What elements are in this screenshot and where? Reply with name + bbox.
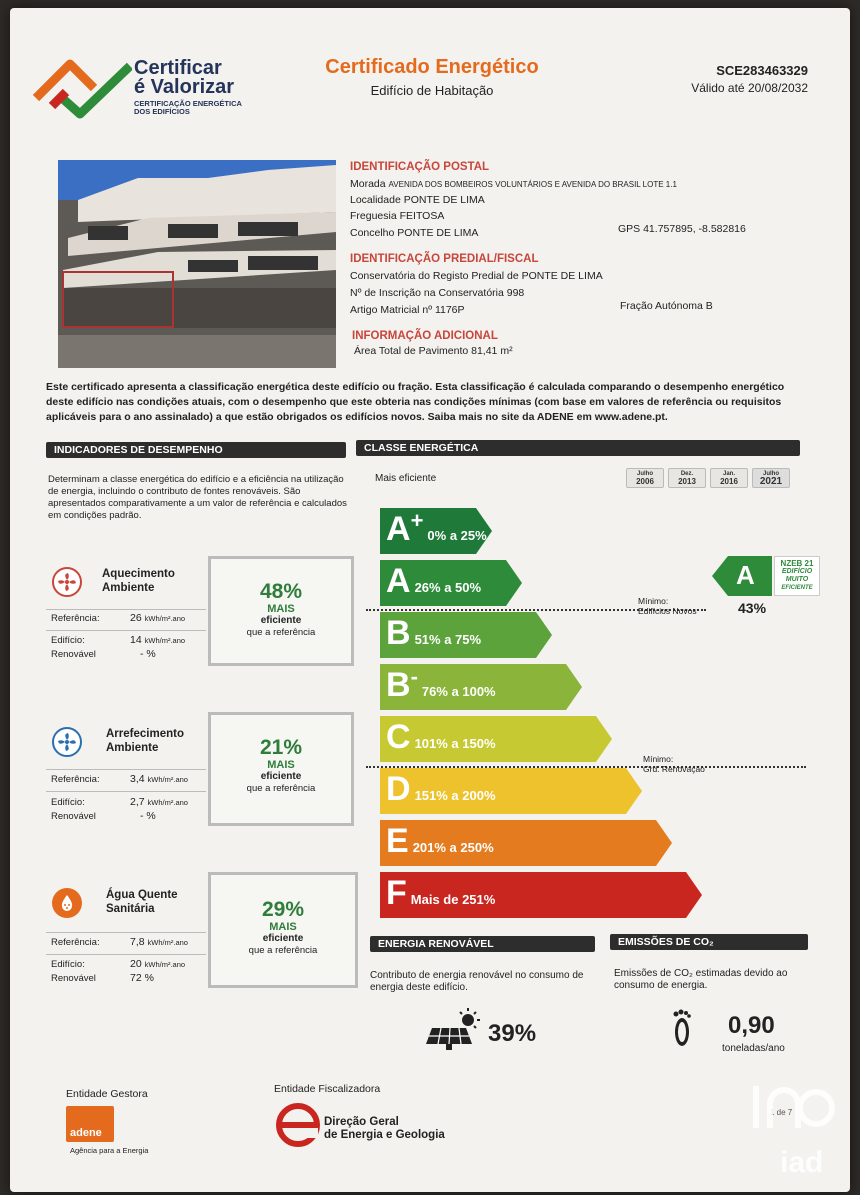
- year-tab: [668, 468, 706, 488]
- minimo1-b: Edifícios Novos: [638, 606, 697, 616]
- cooling-mais: MAIS: [267, 759, 295, 771]
- fan-icon: [52, 727, 82, 757]
- heating-ref-label: Referência:: [51, 613, 100, 624]
- page-subtitle: Edifício de Habitação: [370, 83, 494, 98]
- divider: [46, 769, 206, 770]
- heating-name: [102, 567, 175, 595]
- page-title: Certificado Energético: [325, 56, 539, 78]
- year-month: Jan.: [722, 471, 735, 477]
- class-letter: D: [386, 770, 411, 808]
- class-arrow-4: [380, 664, 582, 710]
- hot-water-ref-unit: kWh/m².ano: [147, 938, 188, 947]
- class-label: [386, 508, 487, 548]
- minimo2-a: Mínimo:: [643, 754, 674, 764]
- hot-water-ref-value: 7,8: [130, 936, 145, 948]
- heating-ed-label: Edifício:: [51, 635, 85, 646]
- class-sup: -: [410, 664, 418, 689]
- hot-water-mais: MAIS: [269, 921, 297, 933]
- cooling-ed: [130, 796, 188, 808]
- artigo: Artigo Matricial nº 1176P: [350, 304, 465, 316]
- hot-water-ref-label: Referência:: [51, 937, 100, 948]
- divider: [46, 791, 206, 792]
- cooling-ren-value: - %: [140, 810, 156, 822]
- heating-ref: [130, 612, 185, 624]
- logo-line1: Certificar: [134, 57, 222, 79]
- renovavel-text: Contributo de energia renovável no consumo de energia deste edifício.: [370, 970, 584, 993]
- fiscal-label: Entidade Fiscalizadora: [274, 1083, 381, 1095]
- hot-water-pct: 29%: [261, 898, 305, 921]
- dgeg-logo-icon: [276, 1103, 320, 1152]
- class-range: Mais de 251%: [410, 892, 496, 907]
- year-value: 2006: [636, 477, 654, 486]
- year-tab: [626, 468, 664, 488]
- freguesia: Freguesia FEITOSA: [350, 210, 445, 222]
- cooling-ed-value: 2,7: [130, 796, 145, 808]
- indicators-description: Determinam a classe energética do edifício e a eficiência na utilização de energia, incluindo o contributo de fontes renováveis. São apresentados comparativamente a um valor de referência e calculados em condições padrão.: [48, 474, 347, 521]
- class-label: [386, 772, 496, 806]
- heating-ed-unit: kWh/m².ano: [144, 636, 186, 645]
- morada-row: [350, 178, 677, 190]
- cooling-ren-label: Renovável: [51, 811, 96, 822]
- water-drop-icon: [52, 888, 82, 918]
- class-arrow-1: [380, 508, 492, 554]
- adene-sub: Agência para a Energia: [70, 1146, 149, 1155]
- class-arrow-2: [380, 560, 522, 606]
- class-letter: F: [386, 874, 407, 912]
- cooling-name: [106, 727, 184, 755]
- indicators-heading: INDICADORES DE DESEMPENHO: [46, 442, 346, 458]
- year-tab: [710, 468, 748, 488]
- renovavel-value: 39%: [488, 1020, 537, 1047]
- heating-ref-value: 26: [130, 612, 142, 624]
- certificate-page: [10, 8, 850, 1192]
- gps: GPS 41.757895, -8.582816: [618, 223, 746, 235]
- class-letter: E: [386, 822, 409, 860]
- year-value: 2016: [720, 477, 738, 486]
- class-arrow-6: [380, 768, 642, 814]
- classe-heading: CLASSE ENERGÉTICA: [356, 440, 800, 456]
- minimo-renovacao-line: [366, 766, 806, 768]
- certificate-number: SCE283463329: [716, 63, 808, 78]
- class-letter: B: [386, 666, 411, 704]
- cooling-name2: Ambiente: [106, 742, 159, 754]
- adene-logo-text: adene: [70, 1127, 102, 1139]
- class-label: [386, 720, 496, 754]
- conservatoria: Conservatória do Registo Predial de PONTE DE LIMA: [350, 270, 603, 282]
- minimo1-a: Mínimo:: [638, 596, 669, 606]
- logo-sub2: DOS EDIFÍCIOS: [134, 107, 190, 116]
- class-letter: B: [386, 614, 411, 652]
- inscricao: Nº de Inscrição na Conservatória 998: [350, 287, 525, 299]
- building-photo: [58, 160, 336, 368]
- rating-marker: [712, 556, 772, 596]
- nzeb-badge: [774, 556, 820, 596]
- intro-paragraph: Este certificado apresenta a classificação energética deste edifício ou fração. Esta classificação é calculada comparando o desempenho energético deste edifício nas condições atuais, com o desempenho que este obteria nas condições mínimas (com base em valores de referência ou requisitos aplicáveis para o ano assinalado) a que estão obrigados os edifícios novos. Saiba mais no site da ADENE em www.adene.pt.: [46, 381, 785, 423]
- logo-sub1: CERTIFICAÇÃO ENERGÉTICA: [134, 99, 242, 108]
- nzeb-line3: MUITO: [785, 576, 809, 583]
- divider: [46, 932, 206, 933]
- mais-eficiente-label: Mais eficiente: [375, 473, 437, 484]
- rating-letter: A: [736, 560, 755, 590]
- rating-pct: 43%: [738, 600, 767, 616]
- hot-water-result-box: [208, 872, 358, 988]
- emissoes-value: 0,90: [728, 1012, 775, 1039]
- heating-ren-label: Renovável: [51, 649, 96, 660]
- year-month: Julho: [637, 471, 653, 477]
- predial-heading: IDENTIFICAÇÃO PREDIAL/FISCAL: [350, 253, 539, 265]
- hot-water-name: [106, 888, 178, 916]
- cooling-ref-label: Referência:: [51, 774, 100, 785]
- class-arrow-7: [380, 820, 672, 866]
- emissoes-text: Emissões de CO₂ estimadas devido ao consumo de energia.: [614, 968, 788, 991]
- adene-logo-icon: [66, 1106, 114, 1142]
- hot-water-name2: Sanitária: [106, 903, 155, 915]
- fracao: Fração Autónoma B: [620, 300, 713, 312]
- class-range: 151% a 200%: [414, 788, 496, 803]
- adicional-heading: INFORMAÇÃO ADICIONAL: [352, 330, 498, 342]
- dgeg-line2: de Energia e Geologia: [324, 1129, 445, 1141]
- heating-name1: Aquecimento: [102, 568, 175, 580]
- year-month: Julho: [763, 471, 779, 477]
- concelho: Concelho PONTE DE LIMA: [350, 227, 479, 239]
- class-arrow-8: [380, 872, 702, 918]
- heating-ref-unit: kWh/m².ano: [144, 614, 186, 623]
- emissoes-heading: EMISSÕES DE CO₂: [610, 934, 808, 950]
- class-letter: A: [386, 510, 411, 548]
- class-arrow-3: [380, 612, 552, 658]
- divider: [46, 954, 206, 955]
- nzeb-line4: EFICIENTE: [781, 585, 813, 591]
- hot-water-ed: [130, 958, 185, 970]
- hot-water-ed-value: 20: [130, 958, 142, 970]
- cooling-ref: [130, 773, 188, 785]
- solar-panel-icon: [426, 1008, 486, 1057]
- heating-result-box: [208, 556, 354, 666]
- minimo-renovacao-label: [643, 754, 705, 774]
- class-range: 51% a 75%: [414, 632, 482, 647]
- hot-water-queref: que a referência: [248, 945, 318, 956]
- cooling-eficiente: eficiente: [260, 771, 302, 782]
- divider: [46, 609, 206, 610]
- hot-water-ed-unit: kWh/m².ano: [144, 960, 186, 969]
- class-range: 101% a 150%: [414, 736, 496, 751]
- heating-name2: Ambiente: [102, 582, 155, 594]
- class-label: [386, 664, 496, 704]
- heating-ed-value: 14: [130, 634, 142, 646]
- heating-pct: 48%: [259, 580, 303, 603]
- class-range: 201% a 250%: [412, 840, 494, 855]
- class-arrows: [380, 508, 710, 928]
- heating-eficiente: eficiente: [260, 615, 302, 626]
- minimo2-b: Grd. Renovação: [643, 764, 705, 774]
- class-range: 26% a 50%: [414, 580, 482, 595]
- class-range: 0% a 25%: [427, 528, 487, 543]
- morada-value: AVENIDA DOS BOMBEIROS VOLUNTÁRIOS E AVENIDA DO BRASIL LOTE 1.1: [388, 180, 677, 189]
- class-label: [386, 876, 495, 910]
- minimo-novos-label: [638, 596, 697, 616]
- class-label: [386, 824, 494, 858]
- year-tabs: [626, 468, 790, 488]
- class-letter: A: [386, 562, 411, 600]
- class-arrow-5: [380, 716, 612, 762]
- hot-water-name1: Água Quente: [106, 889, 178, 901]
- morada-label: Morada: [350, 178, 386, 190]
- heating-ed: [130, 634, 185, 646]
- year-month: Dez.: [680, 471, 694, 477]
- cooling-result-box: [208, 712, 354, 826]
- cooling-ref-value: 3,4: [130, 773, 145, 785]
- postal-heading: IDENTIFICAÇÃO POSTAL: [350, 161, 490, 173]
- hot-water-eficiente: eficiente: [262, 933, 304, 944]
- hot-water-ren-label: Renovável: [51, 973, 96, 984]
- class-label: [386, 564, 481, 598]
- heating-ren-value: - %: [140, 648, 156, 660]
- year-tab: [752, 468, 790, 488]
- hot-water-ref: [130, 936, 188, 948]
- heating-mais: MAIS: [267, 603, 295, 615]
- emissoes-unit: toneladas/ano: [722, 1043, 785, 1054]
- dgeg-line1: Direção Geral: [324, 1116, 399, 1128]
- year-value: 2021: [759, 476, 783, 487]
- hot-water-ren-value: 72 %: [130, 972, 154, 984]
- class-label: [386, 616, 481, 650]
- class-sup: +: [410, 508, 424, 533]
- class-range: 76% a 100%: [421, 684, 496, 699]
- nzeb-line1: NZEB 21: [780, 559, 814, 568]
- cooling-ref-unit: kWh/m².ano: [147, 775, 188, 784]
- divider: [46, 630, 206, 631]
- logo-house-icon: [32, 56, 132, 126]
- area-total: Área Total de Pavimento 81,41 m²: [354, 345, 513, 357]
- logo-line2: é Valorizar: [134, 76, 235, 98]
- hot-water-ed-label: Edifício:: [51, 959, 85, 970]
- fan-icon: [52, 567, 82, 597]
- cooling-ed-unit: kWh/m².ano: [147, 798, 188, 807]
- nzeb-line2: EDIFÍCIO: [781, 568, 813, 575]
- heating-queref: que a referência: [246, 627, 316, 638]
- renovavel-heading: ENERGIA RENOVÁVEL: [370, 936, 595, 952]
- localidade: Localidade PONTE DE LIMA: [350, 194, 485, 206]
- year-value: 2013: [678, 477, 696, 486]
- gestora-label: Entidade Gestora: [66, 1088, 148, 1100]
- iad-watermark-text: iad: [780, 1146, 824, 1179]
- certificar-logo: [32, 56, 132, 131]
- class-letter: C: [386, 718, 411, 756]
- page-number: 1 de 7: [770, 1108, 793, 1117]
- footprint-icon: [670, 1008, 694, 1057]
- dgeg-text: [324, 1116, 445, 1142]
- cooling-ed-label: Edifício:: [51, 797, 85, 808]
- cooling-queref: que a referência: [246, 783, 316, 794]
- cooling-pct: 21%: [259, 736, 303, 759]
- cooling-name1: Arrefecimento: [106, 728, 184, 740]
- valid-until: Válido até 20/08/2032: [691, 81, 808, 95]
